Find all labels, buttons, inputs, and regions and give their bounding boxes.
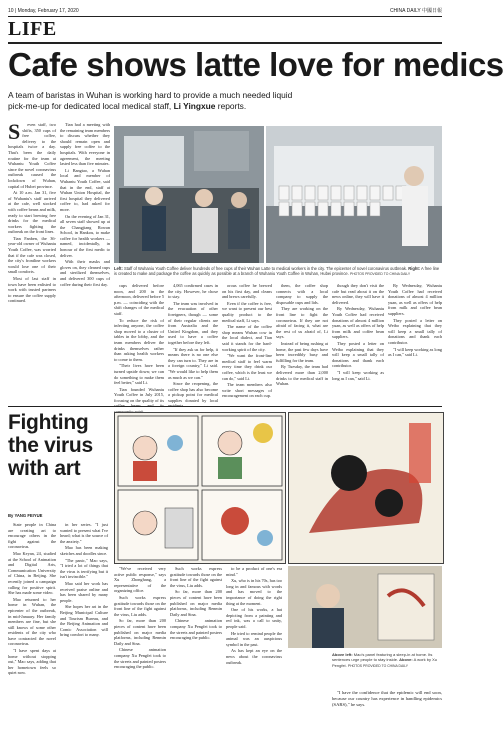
- paragraph: With their masks and gloves on, they cleaned cups and sterilized themselves, and delivered 300 cups of coffee during their first day.: [60, 259, 110, 287]
- story1-column-6: [276, 283, 328, 403]
- paragraph: By Tuesday, the team had delivered more than 2,000 drinks to the medical staff in Wuhan.: [276, 364, 328, 387]
- photo-credit: PHOTOS PROVIDED TO CHINA DAILY: [349, 272, 411, 277]
- paragraph: On the evening of Jan 31, all seven staff showed up at the Changjiang Rowan School, in Hankou, to make coffee for health workers — named, incidentally, in honour of the first medic to deliver.: [60, 213, 110, 258]
- page-header: [8, 6, 442, 16]
- paragraph: As has kept an eye on the news about the coronavirus outbreak.: [226, 648, 282, 665]
- caption-label: Above left:: [332, 652, 353, 657]
- story2-column-1: [8, 522, 56, 742]
- paragraph: Chinese animation company Xu Pengfei took to the streets and painted posters encouraging the public.: [170, 618, 222, 641]
- paragraph: Tian had a meeting with the remaining team members to discuss whether they should remain open and supply free coffee to the hospitals. With everyone in agreement, the meeting lasted less than five minutes.: [60, 122, 110, 167]
- standfirst-byline: Li Yingxue: [173, 101, 216, 111]
- story1-column-1: [8, 119, 56, 402]
- story2-caption: [332, 652, 442, 669]
- story1-column-3: [114, 283, 164, 403]
- caption-label: Left:: [114, 266, 123, 271]
- photo-caption: [114, 266, 442, 278]
- paragraph: "If they ask us for help, it means there is no one else they can turn to. They are in a foreign country," Li said. "We would like to help them as much as we can.": [168, 346, 218, 380]
- cafe-photo: [114, 126, 442, 263]
- story2-column-2: [60, 522, 108, 742]
- artist-photo-illustration: [288, 566, 442, 648]
- paragraph: Instead of being rushing at home, the past few days have been incredibly busy and fulfilling for the team.: [276, 340, 328, 363]
- paragraph: So far, more than 200 pieces of content have been published on major media platforms, including Renmin Daily and Sina.: [114, 618, 166, 646]
- story-divider: [8, 406, 442, 407]
- paragraph: By Wednesday, Wuhaniu Youth Coffee had received donations of almost 4 million yuan, as well as offers of help from milk and coffee bean suppliers.: [388, 283, 442, 316]
- paragraph: Mao said her work has received praise online and has been shared by many people.: [60, 580, 108, 603]
- caption-text: A free line is created to make and package the coffee as quickly as possible at a branch of Wuhaniu Youth Coffee in Wuhan, Hubei province.: [114, 266, 440, 277]
- paragraph: He tried to remind people the animal was an auspicious symbol in the past.: [226, 630, 282, 647]
- story2-byline: By YANG FEIYUE: [8, 513, 43, 518]
- paragraph: The team members also write short messages of encouragement on each cup.: [222, 382, 272, 399]
- story2-column-5: [226, 566, 282, 742]
- paragraph: Tian Fanben, the 36-year-old owner of Wuhaniu Youth Coffee, was worried that if the cafe was closed, the city's frontline workers would lose one of their small comforts.: [8, 235, 56, 275]
- paragraph: though they don't visit the cafe but read about it on the news online, they will have it delivered.: [332, 283, 384, 305]
- paragraph: "The panic," Mao says, "I tried a lot of things that the virus is terrifying but it isn't invincible.": [60, 557, 108, 580]
- story1-column-2: [60, 122, 110, 402]
- story2-headline: Fighting the virus with art: [8, 411, 93, 480]
- artist-photo: [288, 566, 442, 648]
- paragraph: They posted a letter on Weibo explaining that they will keep a small tally of donations and thank each contributor.: [332, 340, 384, 369]
- paragraph: Xu, who is in his 70s, has too long in and famous with words and has moved to the importance of doing the right thing at the moment.: [226, 578, 282, 606]
- paragraph: To reduce the risk of infecting anyone, the coffee shop moved to a cluster of tables in the lobby, and the team members deliver the drinks themselves rather than asking health workers to come to them.: [114, 317, 164, 362]
- paragraph: Such works express gratitude towards those on the front line of the fight against the virus, Liu adds.: [170, 566, 222, 588]
- paragraph: The team was involved in the evacuation of other foreigners, though — some of their regular clients are from Australia and the United Kingdom, and they used to have a coffee together before they left.: [168, 300, 218, 345]
- photo-credit: PHOTOS PROVIDED TO CHINA DAILY: [347, 663, 409, 668]
- paragraph: She hopes her art in the Beijing Municipal Culture and Tourism Bureau, and the Beijing Animation and Comic Association will bring comfort to many.: [60, 604, 108, 638]
- paragraph: Li Bangtao, a Wuhan local and member of Wuhaniu Youth Coffee, said that in the end, staff at Wuhan Union Hospital, the first hospital they delivered coffee to, had asked for more.: [60, 167, 110, 212]
- header-rule: [8, 16, 442, 17]
- caption-text: Staff of Wuhaniu Youth Coffee deliver hundreds of free cups of their Wuhan Latte to medical workers in the city. The epicenter of novel coronavirus outbreak.: [122, 266, 408, 271]
- paragraph: Mao returned to her home in Wuhan, the epicenter of the outbreak, in mid-January. Her family members are fine, but she still knows of some other residents of the city who have contracted the novel coronavirus.: [8, 596, 56, 647]
- paragraph: Tian founded Wuhaniu Youth Coffee in July 2015, focusing on the quality of its: [114, 386, 164, 403]
- story1-column-4: [168, 283, 218, 403]
- caption-text: Mao's panel featuring a sleep-in at home. Its sentences urge people to stay inside.: [332, 652, 433, 663]
- story1-column-8: [388, 283, 442, 403]
- story2-column-3: [114, 566, 166, 742]
- caption-label: Right:: [408, 266, 421, 271]
- story2-column-4: [170, 566, 222, 742]
- paragraph: State people in China are creating art to encourage others in the fight against the coronavirus.: [8, 522, 56, 550]
- paragraph: Such works express gratitude towards those on the front line of the fight against the virus, Liu adds.: [114, 594, 166, 617]
- standfirst-tail: reports.: [215, 101, 247, 111]
- paragraph: them, the coffee shop connects with a local company to supply the disposable cups and lids.: [276, 283, 328, 305]
- story1-column-7: [332, 283, 384, 403]
- dropcap: S: [8, 119, 21, 144]
- paragraph: Since the reopening, the coffee shop has also become a pickup point for medical supplies donated by local: [168, 381, 218, 403]
- headline: Cafe shows latte love for medics: [8, 46, 504, 83]
- paragraph: "Their lives have been turned upside down; we can do something to make them feel better," said Li.: [114, 363, 164, 386]
- paragraph: to be a product of one's era mind.": [226, 566, 282, 577]
- paragraph: 4,065 confirmed cases in the city. However, he chose to stay.: [168, 283, 218, 300]
- paragraph: Even if the coffee is free, we want to present our best quality product to the medical staff, Li says.: [222, 300, 272, 323]
- paragraph: "I will keep working as long as I can," said Li.: [388, 346, 442, 358]
- paragraph: Chinese animation company Xu Pengfei took to the streets and painted posters encouraging the public.: [114, 647, 166, 670]
- paragraph: Mao Keyan, 24, studied at the School of Animation and Digital Arts, Communication University of China, in Beijing. She recently joined a campaign calling for positive spirit. She has made some video.: [8, 550, 56, 596]
- caption-text: A work by Xu Pengfei.: [332, 657, 437, 668]
- paragraph: cups delivered before noon, and 200 in the afternoon, delivered before 5 p.m. — coinciding with the shift changes of the medical staff.: [114, 283, 164, 316]
- paragraph: "I have the confidence that the epidemic will end soon, because our country has experience in handling epidemics (SARS)," he says.: [332, 690, 442, 707]
- painting-artwork: [288, 412, 444, 564]
- painting-illustration: [289, 413, 443, 563]
- section-title: LIFE: [8, 18, 57, 40]
- paragraph: One of his works, a hat depicting from a painting and red ink, was a call to unity, people said.: [226, 607, 282, 629]
- paragraph: orous coffee he brewed on his first day, and cleans and brews carefully.: [222, 283, 272, 300]
- paragraph: "We want the front-line medical staff to feel warm every time they drink our coffee, which is the least we can do," said Li.: [222, 353, 272, 381]
- paragraph: They posted a letter on Weibo explaining that they will keep a small tally of donations and thank each contributor.: [388, 317, 442, 345]
- section-rule: [8, 42, 442, 44]
- paragraph: Most of last staff in town have been enlisted to work with trusted partners to ensure the coffee supply continued.: [8, 276, 56, 304]
- paragraph: "I will keep working as long as I can," said Li.: [332, 369, 384, 381]
- paragraph: even staff, two shifts, 350 cups of free coffee, delivery to the hospitals twice a day. That's been the daily routine for the team at Wuhaniu Youth Coffee since the novel coronavirus outbreak caused the lockdown of Wuhan, capital of Hubei province.: [8, 122, 56, 189]
- comic-artwork: [114, 412, 286, 564]
- cafe-photo-illustration: [114, 126, 442, 263]
- paragraph: "I have spent days at home without stopping out," Mao says, adding that her hometown feels so quiet now.: [8, 648, 56, 676]
- paragraph: in her series. "I just wanted to present what I've heard; what is the source of the anxiety.": [60, 522, 108, 544]
- comic-illustration: [115, 413, 285, 563]
- paragraph: The name of the coffee shop means Wuhan cow in the local dialect, and Tian said it stands for the hard-working spirit of the city.: [222, 324, 272, 352]
- story1-column-5: [222, 283, 272, 403]
- caption-label: Above:: [399, 657, 413, 663]
- standfirst: [8, 90, 308, 112]
- paragraph: Mao has been making sketches and doodles since.: [60, 545, 108, 556]
- paragraph: So far, more than 200 pieces of content have been published on major media platforms, including Renmin Daily and Sina.: [170, 589, 222, 617]
- paragraph: At 10 a.m. Jan 31, five of Wuhaniu's staff arrived at the cafe, well stocked with coffee beans and milk, ready to start brewing free drinks for the medical workers fighting the outbreak on the front lines.: [8, 190, 56, 235]
- standfirst-text: A team of baristas in Wuhan is working hard to provide a much needed liquid pick-me-up for dedicated local medical staff,: [8, 90, 293, 111]
- paragraph: They are working on the front line to fight the coronavirus. If they are not afraid of facing it, what are the rest of us afraid of, Li says.: [276, 306, 328, 340]
- story2-quote: [332, 690, 442, 742]
- paragraph: By Wednesday, Wuhaniu Youth Coffee had received donations of almost 4 million yuan, as well as offers of help from milk and coffee bean suppliers.: [332, 306, 384, 340]
- paragraph: "We've received very active public response," says Xu Zhonghang, a representative of the organizing office.: [114, 566, 166, 594]
- page-number-date: 10 | Monday, February 17, 2020: [8, 8, 79, 14]
- publication-name: CHINA DAILY 中國日報: [389, 8, 442, 14]
